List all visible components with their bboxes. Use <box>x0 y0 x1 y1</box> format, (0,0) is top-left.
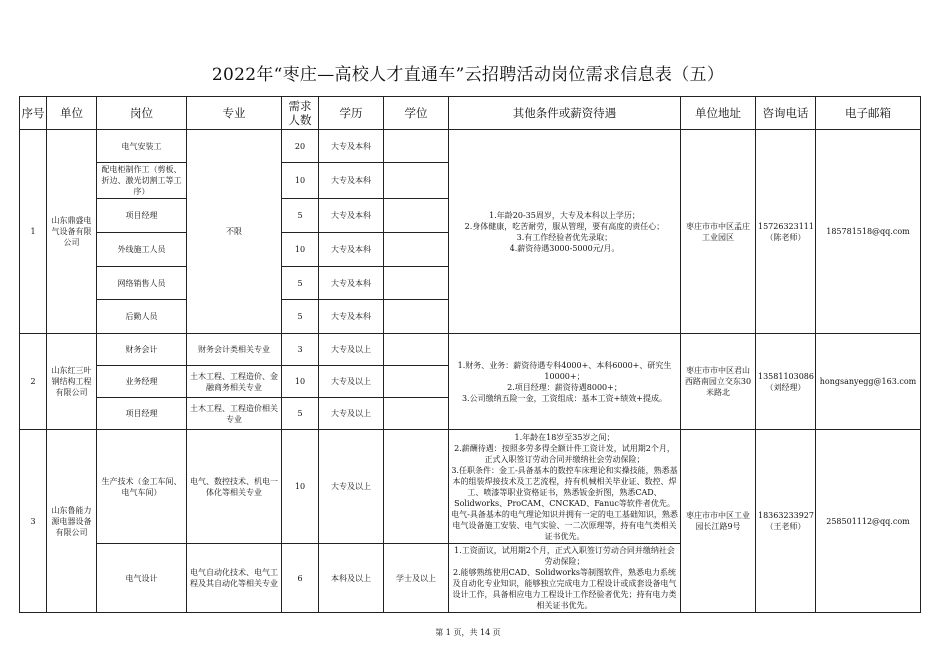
edu-cell: 大专及本科 <box>319 130 384 163</box>
phone-cell: 18363233927 （王老师） <box>756 430 816 613</box>
degree-cell <box>384 130 449 163</box>
need-cell: 6 <box>282 544 319 613</box>
phone-cell: 13581103086 （刘经理） <box>756 334 816 430</box>
recruitment-table <box>19 96 921 613</box>
table-row <box>20 430 921 544</box>
email-cell: hongsanyegg@163.com <box>816 334 921 430</box>
degree-cell <box>384 199 449 233</box>
edu-cell: 大专及以上 <box>319 430 384 544</box>
edu-cell: 大专及以上 <box>319 334 384 366</box>
need-cell: 5 <box>282 199 319 233</box>
need-cell: 10 <box>282 233 319 267</box>
post-cell: 业务经理 <box>97 366 187 398</box>
major-cell: 财务会计类相关专业 <box>187 334 282 366</box>
page-title: 2022年“枣庄—高校人才直通车”云招聘活动岗位需求信息表（五） <box>211 65 725 85</box>
edu-cell: 大专及本科 <box>319 233 384 267</box>
table-row <box>20 334 921 366</box>
degree-cell <box>384 267 449 300</box>
edu-cell: 大专及本科 <box>319 267 384 300</box>
need-cell: 10 <box>282 366 319 398</box>
edu-cell: 本科及以上 <box>319 544 384 613</box>
post-cell: 生产技术（金工车间、电气车间） <box>97 430 187 544</box>
unit-name-cell: 山东鼎盛电气设备有限公司 <box>47 130 97 334</box>
need-cell: 20 <box>282 130 319 163</box>
need-cell: 5 <box>282 267 319 300</box>
header-address: 单位地址 <box>681 97 756 130</box>
degree-cell <box>384 366 449 398</box>
major-cell: 不限 <box>187 130 282 334</box>
degree-cell <box>384 334 449 366</box>
major-cell: 土木工程、工程造价相关专业 <box>187 398 282 430</box>
unit-name-cell: 山东红三叶钢结构工程有限公司 <box>47 334 97 430</box>
edu-cell: 大专及以上 <box>319 366 384 398</box>
seq-cell: 1 <box>20 130 47 334</box>
post-cell: 配电柜制作工（剪板、折边、激光切割工等工序） <box>97 163 187 199</box>
need-cell: 3 <box>282 334 319 366</box>
email-cell: 258501112@qq.com <box>816 430 921 613</box>
degree-cell: 学士及以上 <box>384 544 449 613</box>
seq-cell: 2 <box>20 334 47 430</box>
edu-cell: 大专及以上 <box>319 398 384 430</box>
table-row <box>20 130 921 163</box>
header-need: 需求人数 <box>282 97 319 130</box>
header-degree: 学位 <box>384 97 449 130</box>
degree-cell <box>384 398 449 430</box>
need-cell: 5 <box>282 300 319 334</box>
header-edu: 学历 <box>319 97 384 130</box>
header-row <box>20 97 921 130</box>
header-other: 其他条件或薪资待遇 <box>449 97 681 130</box>
other-cell: 1.财务、业务：薪资待遇专科4000+、本科6000+、研究生10000+； 2.项目经理：薪资待遇8000+； 3.公司缴纳五险一金，工资组成：基本工资+绩效+提成。 <box>449 334 681 430</box>
post-cell: 项目经理 <box>97 398 187 430</box>
degree-cell <box>384 233 449 267</box>
degree-cell <box>384 163 449 199</box>
major-cell: 电气、数控技术、机电一体化等相关专业 <box>187 430 282 544</box>
header-seq: 序号 <box>20 97 47 130</box>
edu-cell: 大专及本科 <box>319 300 384 334</box>
need-cell: 10 <box>282 430 319 544</box>
degree-cell <box>384 430 449 544</box>
header-email: 电子邮箱 <box>816 97 921 130</box>
header-post: 岗位 <box>97 97 187 130</box>
header-unit: 单位 <box>47 97 97 130</box>
post-cell: 后勤人员 <box>97 300 187 334</box>
other-cell: 1.年龄20-35周岁，大专及本科以上学历； 2.身体健康，吃苦耐劳，服从管理，要有高度的责任心； 3.有工作经验者优先录取； 4.薪资待遇3000-5000元/月。 <box>449 130 681 334</box>
major-cell: 土木工程、工程造价、金融商务相关专业 <box>187 366 282 398</box>
other-cell: 1.工资面议，试用期2个月，正式入职签订劳动合同并缴纳社会劳动保险； 2.能够熟练使用CAD、Solidworks等制图软件，熟悉电力系统及自动化专业知识，能够独立完成电力工程设计或成套设备电气设计工作，具备相应电力工程设计工作经验者优先；持有电力类相关证书优先。 <box>449 544 681 613</box>
email-cell: 185781518@qq.com <box>816 130 921 334</box>
header-phone: 咨询电话 <box>756 97 816 130</box>
post-cell: 财务会计 <box>97 334 187 366</box>
seq-cell: 3 <box>20 430 47 613</box>
post-cell: 外线施工人员 <box>97 233 187 267</box>
phone-cell: 15726323111 （陈老师） <box>756 130 816 334</box>
need-cell: 5 <box>282 398 319 430</box>
unit-name-cell: 山东鲁能力源电器设备有限公司 <box>47 430 97 613</box>
address-cell: 枣庄市市中区君山西路南园立交东30米路北 <box>681 334 756 430</box>
post-cell: 项目经理 <box>97 199 187 233</box>
need-cell: 10 <box>282 163 319 199</box>
address-cell: 枣庄市市中区孟庄工业园区 <box>681 130 756 334</box>
address-cell: 枣庄市市中区工业园长江路9号 <box>681 430 756 613</box>
post-cell: 电气设计 <box>97 544 187 613</box>
edu-cell: 大专及本科 <box>319 199 384 233</box>
other-cell: 1.年龄在18岁至35岁之间； 2.薪酬待遇：按照多劳多得全额计件工资计发，试用期2个月，正式入职签订劳动合同并缴纳社会劳动保险； 3.任职条件：金工-具备基本的数控车床理论和实操技能，熟悉基本的组装焊接技术及工艺流程，持有机械相关毕业证、数控、焊工、喷漆等职业资格证书，熟悉钣金折图，熟悉CAD、Solidworks、ProCAM、CNCKAD、Fanuc等软件者优先。电气-具备基本的电气理论知识并拥有一定的电工基础知识，熟悉电气设备施工安装、电气实验、一二次原理等，持有电气类相关证书优先。 <box>449 430 681 544</box>
major-cell: 电气自动化技术、电气工程及其自动化等相关专业 <box>187 544 282 613</box>
post-cell: 网络销售人员 <box>97 267 187 300</box>
edu-cell: 大专及本科 <box>319 163 384 199</box>
header-major: 专业 <box>187 97 282 130</box>
page-footer: 第 1 页，共 14 页 <box>435 628 501 637</box>
post-cell: 电气安装工 <box>97 130 187 163</box>
degree-cell <box>384 300 449 334</box>
